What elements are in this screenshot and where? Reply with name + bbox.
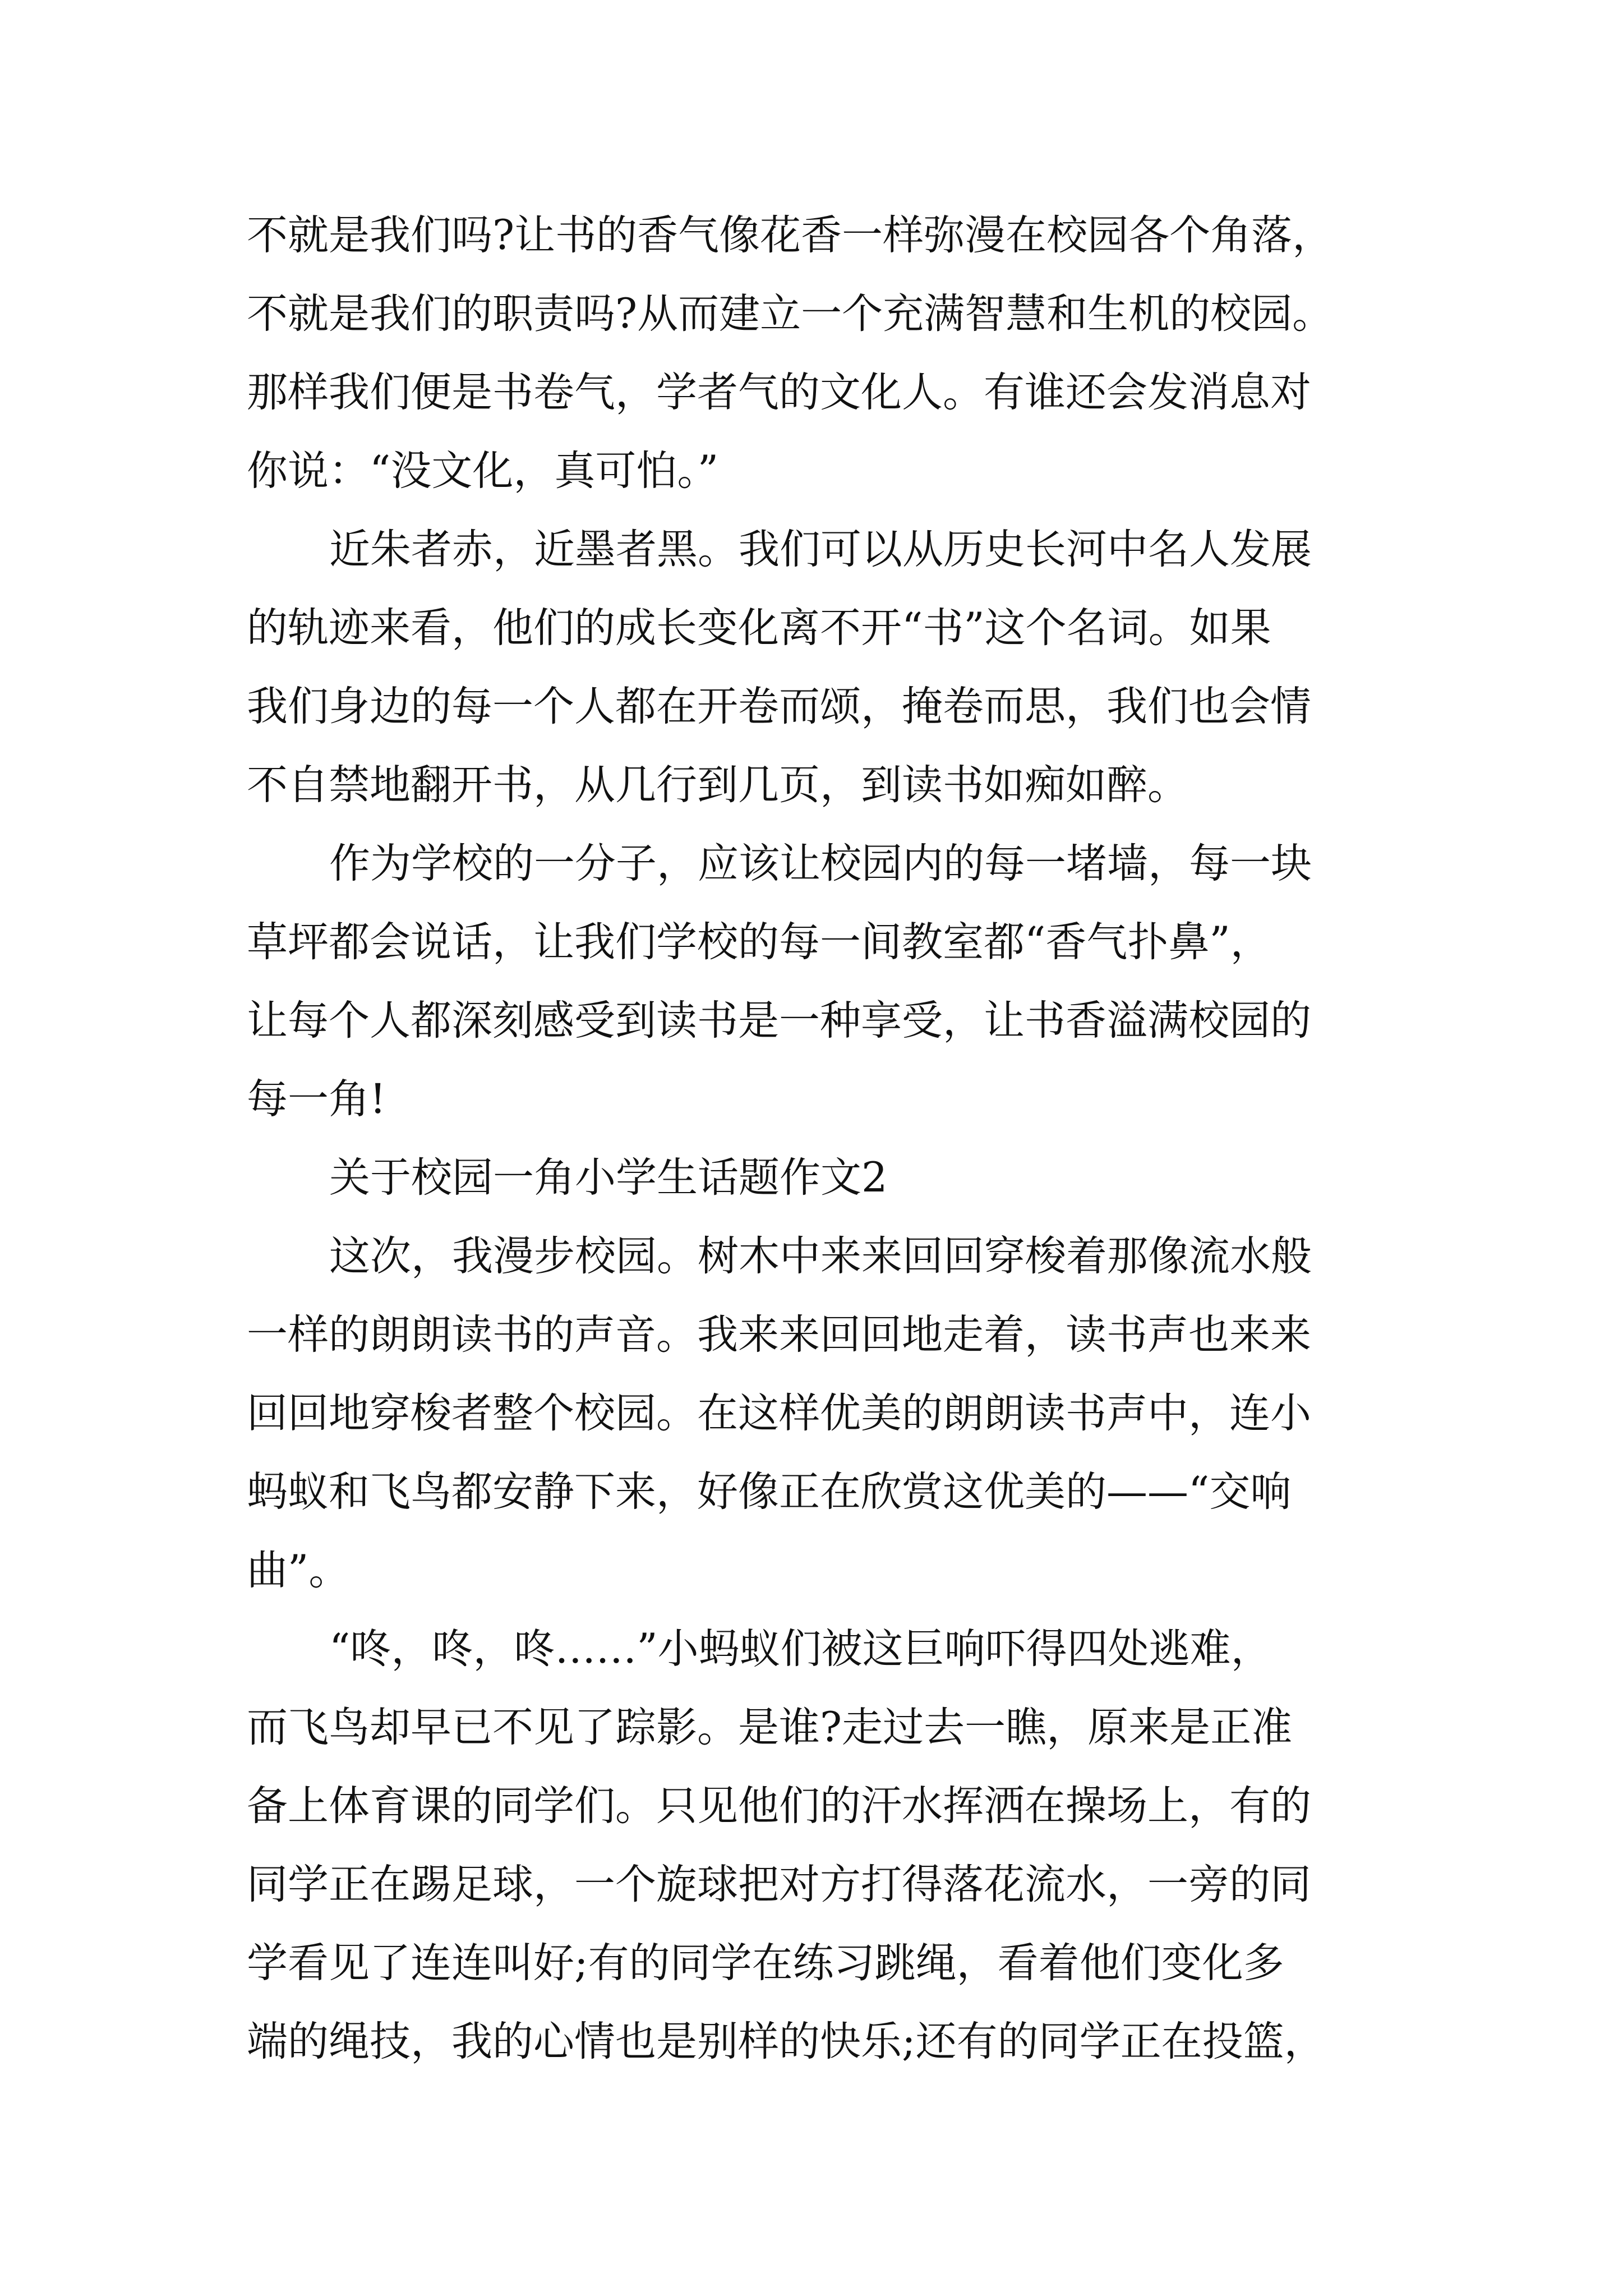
text-line: 我们身边的每一个人都在开卷而颂，掩卷而思，我们也会情: [247, 683, 1311, 730]
text-line: 曲”。: [247, 1547, 350, 1594]
text-line: 学看见了连连叫好;有的同学在练习跳绳，看着他们变化多: [247, 1939, 1284, 1987]
text-line: 回回地穿梭者整个校园。在这样优美的朗朗读书声中，连小: [247, 1389, 1311, 1437]
text-line: 端的绳技，我的心情也是别样的快乐;还有的同学正在投篮，: [247, 2018, 1325, 2065]
text-line: 每一角!: [247, 1075, 386, 1123]
text-line: 不就是我们吗?让书的香气像花香一样弥漫在校园各个角落，: [247, 211, 1334, 259]
text-line: “咚，咚，咚……”小蚂蚁们被这巨响吓得四处逃难，: [329, 1625, 1272, 1673]
text-line: 那样我们便是书卷气，学者气的文化人。有谁还会发消息对: [247, 369, 1311, 416]
text-line: 你说：“没文化，真可怕。”: [247, 447, 719, 495]
text-line: 让每个人都深刻感受到读书是一种享受，让书香溢满校园的: [247, 997, 1311, 1045]
text-line: 同学正在踢足球，一个旋球把对方打得落花流水，一旁的同: [247, 1861, 1311, 1908]
text-line: 蚂蚁和飞鸟都安静下来，好像正在欣赏这优美的——“交响: [247, 1468, 1292, 1516]
text-line: 草坪都会说话，让我们学校的每一间教室都“香气扑鼻”，: [247, 918, 1271, 966]
text-line: 的轨迹来看，他们的成长变化离不开“书”这个名词。如果: [247, 604, 1271, 652]
text-line: 作为学校的一分子，应该让校园内的每一堵墙，每一块: [329, 840, 1312, 887]
text-line: 近朱者赤，近墨者黑。我们可以从历史长河中名人发展: [329, 526, 1312, 573]
section-heading: 关于校园一角小学生话题作文2: [329, 1154, 888, 1202]
text-line: 不就是我们的职责吗?从而建立一个充满智慧和生机的校园。: [247, 290, 1334, 338]
text-line: 备上体育课的同学们。只见他们的汗水挥洒在操场上，有的: [247, 1782, 1311, 1830]
text-line: 不自禁地翻开书，从几行到几页，到读书如痴如醉。: [247, 761, 1188, 809]
text-line: 而飞鸟却早已不见了踪影。是谁?走过去一瞧，原来是正准: [247, 1704, 1293, 1751]
text-line: 这次，我漫步校园。树木中来来回回穿梭着那像流水般: [329, 1232, 1312, 1280]
text-line: 一样的朗朗读书的声音。我来来回回地走着，读书声也来来: [247, 1311, 1311, 1359]
